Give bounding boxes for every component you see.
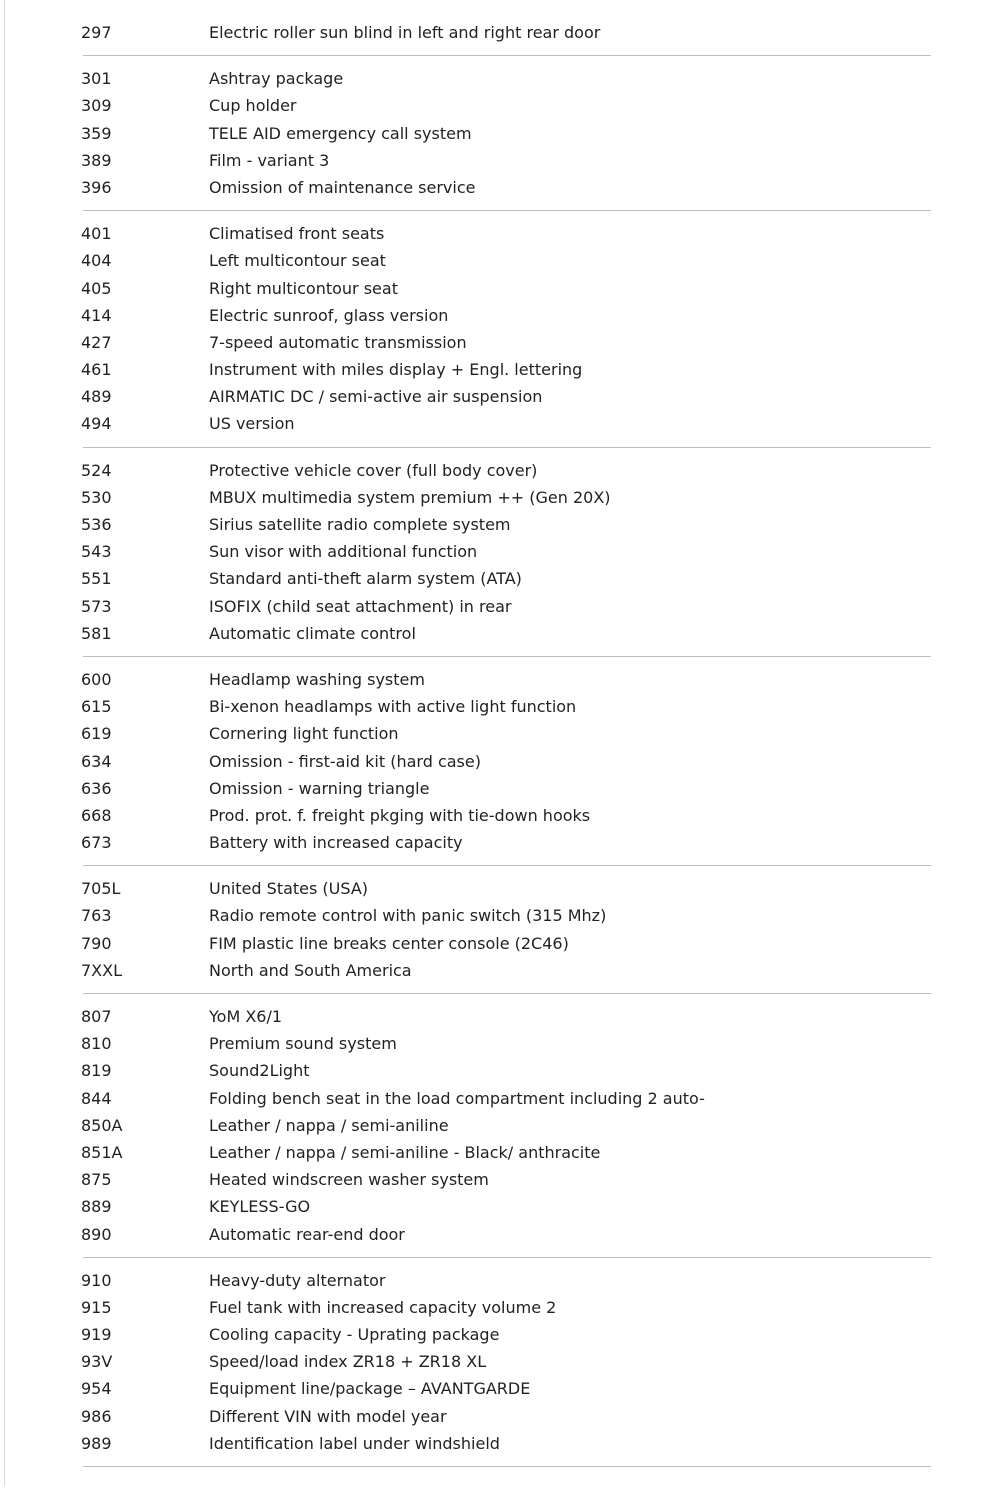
- option-row: [81, 1348, 931, 1375]
- option-description: Left multicontour seat: [209, 251, 386, 271]
- option-row: [81, 593, 931, 620]
- option-row: [81, 1403, 931, 1430]
- option-group: [81, 19, 931, 46]
- option-code: 819: [81, 1061, 112, 1081]
- option-description: Premium sound system: [209, 1034, 397, 1054]
- option-code: 615: [81, 697, 112, 717]
- option-row: [81, 302, 931, 329]
- option-row: [81, 1057, 931, 1084]
- page-left-border: [4, 0, 5, 1486]
- option-code: 7XXL: [81, 960, 123, 980]
- option-description: Standard anti-theft alarm system (ATA): [209, 569, 522, 589]
- option-description: Leather / nappa / semi-aniline: [209, 1115, 449, 1135]
- option-code: 494: [81, 414, 112, 434]
- option-row: [81, 120, 931, 147]
- option-code: 600: [81, 669, 112, 689]
- option-description: Headlamp washing system: [209, 669, 425, 689]
- option-description: Electric roller sun blind in left and right rear door: [209, 23, 601, 42]
- option-row: [81, 92, 931, 119]
- option-row: [81, 875, 931, 902]
- option-row: [81, 565, 931, 592]
- option-description: Different VIN with model year: [209, 1406, 447, 1426]
- option-group: [81, 65, 931, 201]
- group-divider: [83, 993, 931, 994]
- option-description: North and South America: [209, 960, 412, 980]
- option-row: [81, 693, 931, 720]
- option-description: Omission - first-aid kit (hard case): [209, 751, 481, 771]
- option-row: [81, 1321, 931, 1348]
- option-description: Protective vehicle cover (full body cover): [209, 460, 538, 480]
- option-row: [81, 1112, 931, 1139]
- option-code: 807: [81, 1007, 112, 1026]
- option-description: Automatic rear-end door: [209, 1224, 405, 1244]
- option-description: Cornering light function: [209, 724, 399, 744]
- option-row: [81, 1221, 931, 1248]
- option-description: Cooling capacity - Uprating package: [209, 1325, 500, 1345]
- option-description: Cup holder: [209, 96, 297, 116]
- option-code: 543: [81, 542, 112, 562]
- option-code: 309: [81, 96, 112, 116]
- group-divider: [83, 55, 931, 56]
- option-description: Ashtray package: [209, 69, 344, 89]
- option-code: 954: [81, 1379, 112, 1399]
- option-row: [81, 1085, 931, 1112]
- option-code: 93V: [81, 1352, 113, 1372]
- group-divider: [83, 1466, 931, 1467]
- option-group: [81, 1267, 931, 1457]
- option-code: 524: [81, 460, 112, 480]
- option-description: Folding bench seat in the load compartment including 2 auto-: [209, 1088, 705, 1108]
- option-description: Bi-xenon headlamps with active light function: [209, 697, 577, 717]
- option-row: [81, 220, 931, 247]
- option-description: Heavy-duty alternator: [209, 1270, 386, 1290]
- option-description: KEYLESS-GO: [209, 1197, 311, 1217]
- option-group: [81, 457, 931, 647]
- option-description: Sirius satellite radio complete system: [209, 515, 511, 534]
- option-row: [81, 383, 931, 410]
- option-code: 489: [81, 387, 112, 407]
- option-row: [81, 511, 931, 538]
- option-row: [81, 957, 931, 984]
- option-code: 763: [81, 906, 112, 926]
- option-description: Battery with increased capacity: [209, 833, 463, 853]
- option-row: [81, 1294, 931, 1321]
- option-row: [81, 1003, 931, 1030]
- option-code: 915: [81, 1297, 112, 1317]
- option-code: 851A: [81, 1142, 123, 1162]
- option-code: 404: [81, 251, 112, 271]
- option-description: 7-speed automatic transmission: [209, 332, 467, 352]
- option-row: [81, 1139, 931, 1166]
- option-description: Equipment line/package – AVANTGARDE: [209, 1379, 531, 1399]
- option-code: 919: [81, 1325, 112, 1345]
- option-code: 890: [81, 1224, 112, 1244]
- option-row: [81, 829, 931, 856]
- option-row: [81, 748, 931, 775]
- option-description: TELE AID emergency call system: [209, 123, 472, 143]
- option-code: 989: [81, 1433, 112, 1453]
- option-row: [81, 410, 931, 437]
- option-group: [81, 220, 931, 438]
- option-description: Electric sunroof, glass version: [209, 305, 449, 325]
- option-description: ISOFIX (child seat attachment) in rear: [209, 596, 512, 616]
- option-code-list: [81, 19, 931, 1476]
- option-description: Film - variant 3: [209, 150, 330, 170]
- option-code: 297: [81, 23, 112, 42]
- option-row: [81, 1267, 931, 1294]
- option-group: [81, 1003, 931, 1248]
- option-description: Fuel tank with increased capacity volume 2: [209, 1297, 557, 1317]
- option-code: 790: [81, 933, 112, 953]
- option-code: 634: [81, 751, 112, 771]
- option-code: 850A: [81, 1115, 123, 1135]
- option-description: Identification label under windshield: [209, 1433, 500, 1453]
- option-code: 401: [81, 224, 112, 244]
- option-code: 461: [81, 360, 112, 380]
- option-code: 414: [81, 305, 112, 325]
- option-code: 396: [81, 177, 112, 197]
- group-divider: [83, 656, 931, 657]
- option-description: FIM plastic line breaks center console (2C46): [209, 933, 569, 953]
- option-row: [81, 484, 931, 511]
- option-code: 427: [81, 332, 112, 352]
- option-description: Radio remote control with panic switch (315 Mhz): [209, 906, 607, 926]
- option-code: 673: [81, 833, 112, 853]
- option-row: [81, 666, 931, 693]
- option-description: Omission - warning triangle: [209, 778, 430, 798]
- option-row: [81, 65, 931, 92]
- option-code: 573: [81, 596, 112, 616]
- group-divider: [83, 210, 931, 211]
- option-row: [81, 1193, 931, 1220]
- option-code: 636: [81, 778, 112, 798]
- option-description: United States (USA): [209, 879, 369, 899]
- option-description: YoM X6/1: [209, 1007, 283, 1026]
- option-row: [81, 930, 931, 957]
- option-description: Speed/load index ZR18 + ZR18 XL: [209, 1352, 487, 1372]
- option-description: Heated windscreen washer system: [209, 1170, 489, 1190]
- group-divider: [83, 1257, 931, 1258]
- option-description: Omission of maintenance service: [209, 177, 476, 197]
- option-row: [81, 147, 931, 174]
- option-code: 875: [81, 1170, 112, 1190]
- option-code: 301: [81, 69, 112, 89]
- option-description: AIRMATIC DC / semi-active air suspension: [209, 387, 543, 407]
- option-description: Climatised front seats: [209, 224, 385, 244]
- option-row: [81, 1166, 931, 1193]
- option-code: 359: [81, 123, 112, 143]
- option-row: [81, 802, 931, 829]
- option-code: 705L: [81, 879, 121, 899]
- option-row: [81, 19, 931, 46]
- option-code: 889: [81, 1197, 112, 1217]
- option-code: 405: [81, 278, 112, 298]
- option-code: 389: [81, 150, 112, 170]
- option-description: Right multicontour seat: [209, 278, 398, 298]
- option-group: [81, 875, 931, 984]
- option-code: 668: [81, 805, 112, 825]
- option-row: [81, 902, 931, 929]
- option-row: [81, 538, 931, 565]
- option-code: 536: [81, 515, 112, 534]
- option-code: 910: [81, 1270, 112, 1290]
- option-row: [81, 775, 931, 802]
- option-group: [81, 666, 931, 856]
- option-row: [81, 329, 931, 356]
- group-divider: [83, 447, 931, 448]
- option-code: 581: [81, 623, 112, 643]
- group-divider: [83, 865, 931, 866]
- option-code: 986: [81, 1406, 112, 1426]
- option-row: [81, 275, 931, 302]
- option-row: [81, 1430, 931, 1457]
- option-row: [81, 1030, 931, 1057]
- option-description: Instrument with miles display + Engl. lettering: [209, 360, 583, 380]
- option-code: 530: [81, 487, 112, 507]
- option-row: [81, 720, 931, 747]
- option-description: US version: [209, 414, 295, 434]
- option-code: 810: [81, 1034, 112, 1054]
- option-description: MBUX multimedia system premium ++ (Gen 20X): [209, 487, 611, 507]
- option-description: Prod. prot. f. freight pkging with tie-down hooks: [209, 805, 591, 825]
- option-row: [81, 1375, 931, 1402]
- option-code: 551: [81, 569, 112, 589]
- option-row: [81, 247, 931, 274]
- option-row: [81, 620, 931, 647]
- option-row: [81, 174, 931, 201]
- option-description: Sun visor with additional function: [209, 542, 478, 562]
- option-description: Leather / nappa / semi-aniline - Black/ anthracite: [209, 1142, 601, 1162]
- option-row: [81, 356, 931, 383]
- option-code: 844: [81, 1088, 112, 1108]
- option-code: 619: [81, 724, 112, 744]
- option-row: [81, 457, 931, 484]
- option-description: Automatic climate control: [209, 623, 416, 643]
- option-description: Sound2Light: [209, 1061, 310, 1081]
